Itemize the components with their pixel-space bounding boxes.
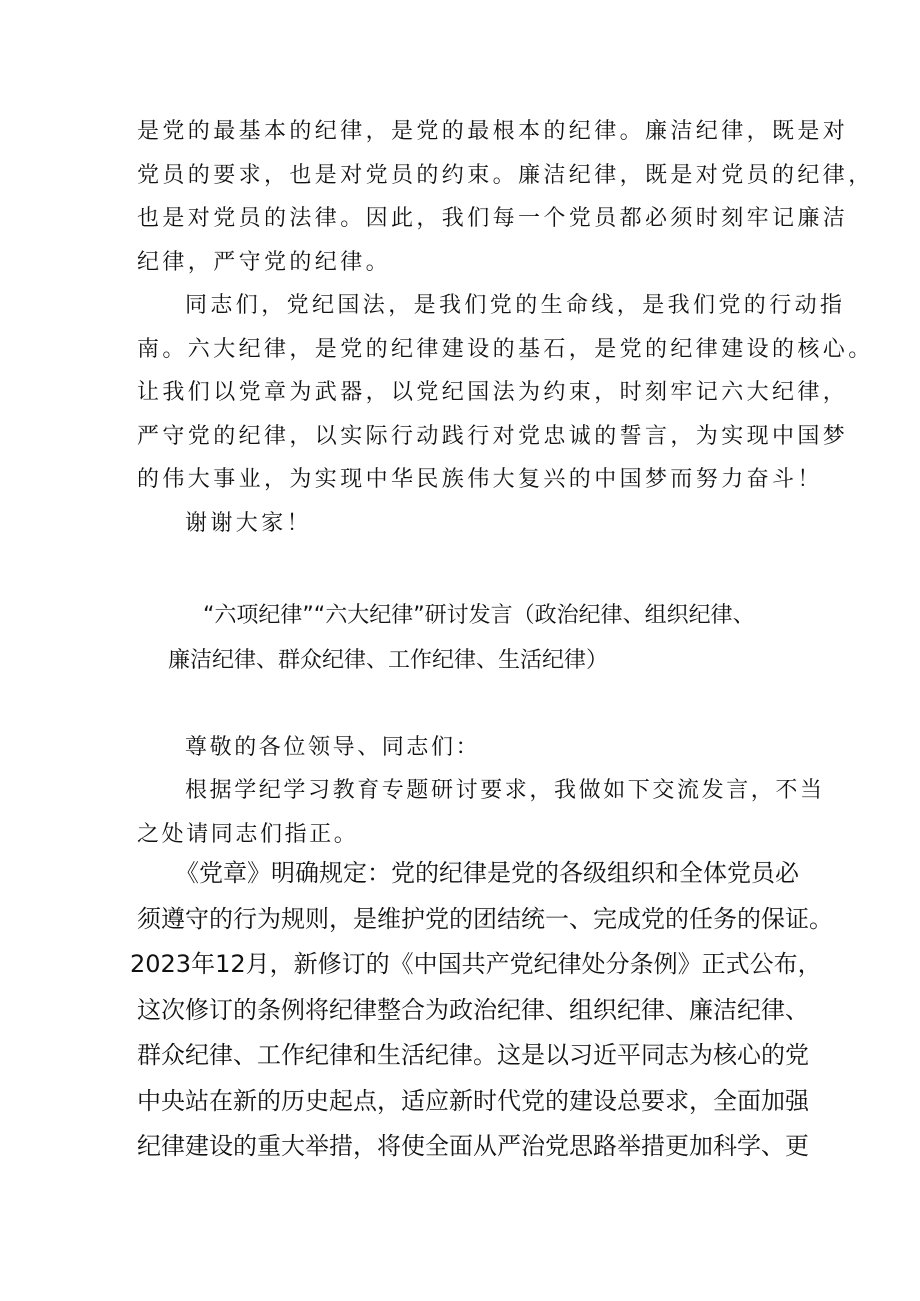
paragraph-line: 之处请同志们指正。 <box>137 822 359 847</box>
paragraph-line: 纪律，严守党的纪律。 <box>137 250 392 275</box>
paragraph-line: 同志们，党纪国法，是我们党的生命线，是我们党的行动指 <box>185 293 846 318</box>
paragraph-line: 这次修订的条例将纪律整合为政治纪律、组织纪律、廉洁纪律、 <box>137 996 809 1024</box>
paragraph-line: 纪律建设的重大举措，将使全面从严治党思路举措更加科学、更 <box>137 1132 809 1160</box>
article-title-line-2: 廉洁纪律、群众纪律、工作纪律、生活纪律） <box>168 648 609 673</box>
paragraph-line: 根据学纪学习教育专题研讨要求，我做如下交流发言，不当 <box>185 778 825 803</box>
closing-thanks: 谢谢大家！ <box>185 511 313 536</box>
paragraph-line: 群众纪律、工作纪律和生活纪律。这是以习近平同志为核心的党 <box>137 1041 809 1069</box>
paragraph-line: 2023年12月，新修订的《中国共产党纪律处分条例》正式公布， <box>130 950 822 978</box>
article-title-line-1: “六项纪律”“六大纪律”研讨发言（政治纪律、组织纪律、 <box>203 603 755 628</box>
paragraph-line: 让我们以党章为武器，以党纪国法为约束，时刻牢记六大纪律， <box>137 380 849 405</box>
paragraph-line: 的伟大事业，为实现中华民族伟大复兴的中国梦而努力奋斗！ <box>137 467 823 492</box>
paragraph-line: 党员的要求，也是对党员的约束。廉洁纪律，既是对党员的纪律， <box>137 163 874 188</box>
paragraph-line: 中央站在新的历史起点，适应新时代党的建设总要求，全面加强 <box>137 1087 809 1115</box>
salutation: 尊敬的各位领导、同志们： <box>185 735 481 760</box>
paragraph-line: 《党章》明确规定：党的纪律是党的各级组织和全体党员必 <box>175 859 799 887</box>
paragraph-line: 是党的最基本的纪律，是党的最根本的纪律。廉洁纪律，既是对 <box>137 119 849 144</box>
paragraph-line: 须遵守的行为规则，是维护党的团结统一、完成党的任务的保证。 <box>137 905 833 933</box>
paragraph-line: 也是对党员的法律。因此，我们每一个党员都必须时刻牢记廉洁 <box>137 206 849 231</box>
paragraph-line: 严守党的纪律，以实际行动践行对党忠诚的誓言，为实现中国梦 <box>137 424 849 449</box>
paragraph-line: 南。六大纪律，是党的纪律建设的基石，是党的纪律建设的核心。 <box>137 337 874 362</box>
